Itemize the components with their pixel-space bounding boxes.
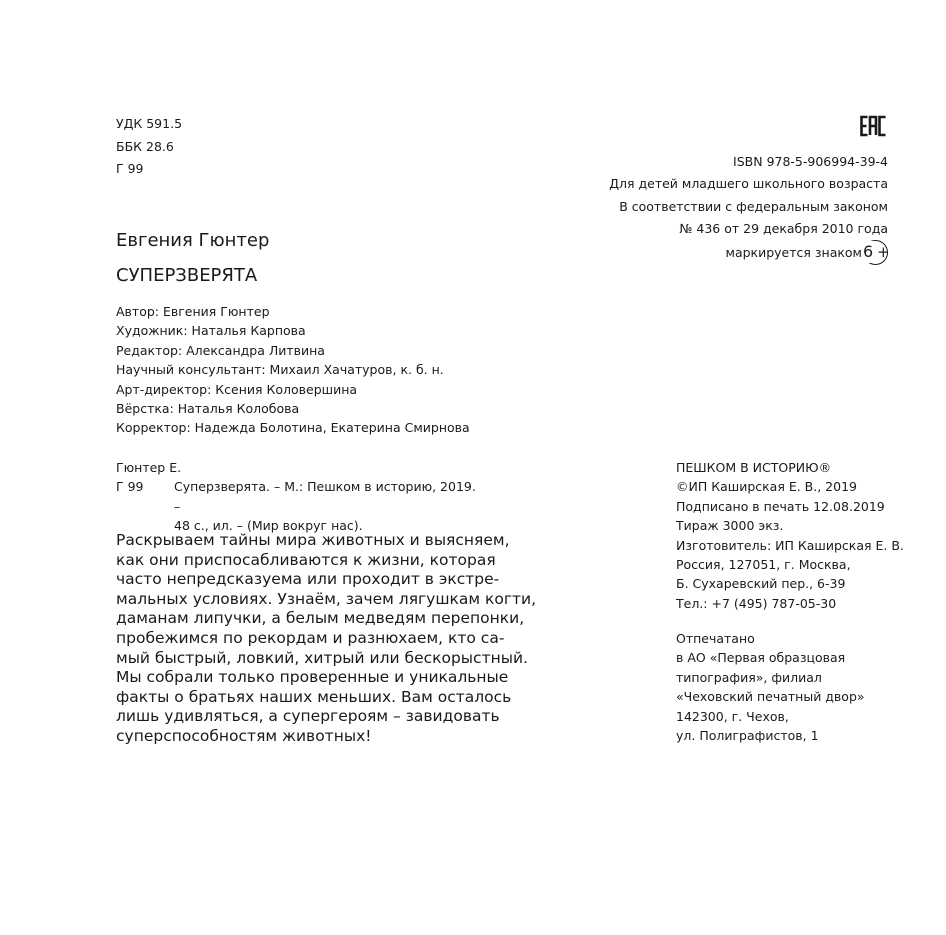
age-note-line: Для детей младшего школьного возраста xyxy=(609,176,888,192)
description-line: пробежимся по рекордам и разнюхаем, кто са- xyxy=(116,628,505,647)
credit-line: Художник: Наталья Карпова xyxy=(116,323,306,339)
description-line: суперспособностям животных! xyxy=(116,726,372,745)
description-line: факты о братьях наших меньших. Вам осталось xyxy=(116,687,512,706)
credit-line: Редактор: Александра Литвина xyxy=(116,342,325,358)
age-marking-line xyxy=(609,240,888,265)
book-description xyxy=(116,531,537,747)
biblio-line: Суперзверята. – М.: Пешком в историю, 2019. – xyxy=(174,479,476,514)
age-rating-plus: + xyxy=(877,243,890,262)
biblio-heading: Гюнтер Е. xyxy=(116,460,182,475)
description-line: мальных условиях. Узнаём, зачем лягушкам когти, xyxy=(116,589,537,608)
publisher-line: Подписано в печать 12.08.2019 xyxy=(676,498,885,514)
biblio-index: Г 99 xyxy=(116,479,144,495)
age-note-line: № 436 от 29 декабря 2010 года xyxy=(679,220,888,236)
printer-line: ул. Полиграфистов, 1 xyxy=(676,728,819,744)
bbk-code: ББК 28.6 xyxy=(116,138,174,154)
publisher-line: Тел.: +7 (495) 787-05-30 xyxy=(676,595,837,611)
eac-mark-icon xyxy=(859,115,887,137)
book-author: Евгения Гюнтер xyxy=(116,230,270,251)
catalog-indexes xyxy=(116,113,182,181)
description-line: мый быстрый, ловкий, хитрый или бескорыстный. xyxy=(116,648,528,667)
credits-list xyxy=(116,302,470,438)
biblio-line: 48 с., ил. – (Мир вокруг нас). xyxy=(174,518,363,534)
printer-line: Отпечатано xyxy=(676,631,755,646)
bibliographic-record xyxy=(116,458,486,536)
age-rating-badge xyxy=(863,240,888,265)
description-line: часто непредсказуема или проходит в экстре- xyxy=(116,570,500,589)
book-title: СУПЕРЗВЕРЯТА xyxy=(116,265,258,286)
publisher-line: Б. Сухаревский пер., 6-39 xyxy=(676,576,846,592)
printer-line: «Чеховский печатный двор» xyxy=(676,689,865,705)
printer-line: типография», филиал xyxy=(676,669,822,685)
udk-code: УДК 591.5 xyxy=(116,116,183,131)
credit-line: Вёрстка: Наталья Колобова xyxy=(116,401,300,417)
description-line: Раскрываем тайны мира животных и выясняем, xyxy=(116,531,510,549)
credit-line: Научный консультант: Михаил Хачатуров, к. б. н. xyxy=(116,362,444,378)
credit-line: Арт-директор: Ксения Коловершина xyxy=(116,381,358,397)
printer-info xyxy=(676,629,865,745)
age-rating-digit: 6 xyxy=(863,242,874,262)
credit-line: Корректор: Надежда Болотина, Екатерина Смирнова xyxy=(116,420,470,436)
age-rating-block xyxy=(609,151,888,265)
publisher-line: ©ИП Каширская Е. В., 2019 xyxy=(676,479,857,495)
printer-line: 142300, г. Чехов, xyxy=(676,708,789,724)
age-note-line: маркируется знаком xyxy=(725,244,862,260)
description-line: даманам липучки, а белым медведям перепонки, xyxy=(116,609,525,628)
author-mark: Г 99 xyxy=(116,161,144,176)
printer-line: в АО «Первая образцовая xyxy=(676,650,846,666)
publisher-line: ПЕШКОМ В ИСТОРИЮ® xyxy=(676,460,832,475)
book-heading xyxy=(116,223,269,293)
age-note-line: В соответствии с федеральным законом xyxy=(619,198,888,214)
publisher-line: Тираж 3000 экз. xyxy=(676,518,784,534)
description-line: Мы собрали только проверенные и уникальные xyxy=(116,668,509,687)
publisher-line: Изготовитель: ИП Каширская Е. В. xyxy=(676,537,904,553)
description-line: как они приспосабливаются к жизни, которая xyxy=(116,550,496,569)
publisher-line: Россия, 127051, г. Москва, xyxy=(676,557,851,573)
credit-line: Автор: Евгения Гюнтер xyxy=(116,304,270,319)
isbn: ISBN 978-5-906994-39-4 xyxy=(733,154,888,169)
publisher-info xyxy=(676,458,904,613)
description-line: лишь удивляться, а супергероям – завидовать xyxy=(116,707,500,726)
